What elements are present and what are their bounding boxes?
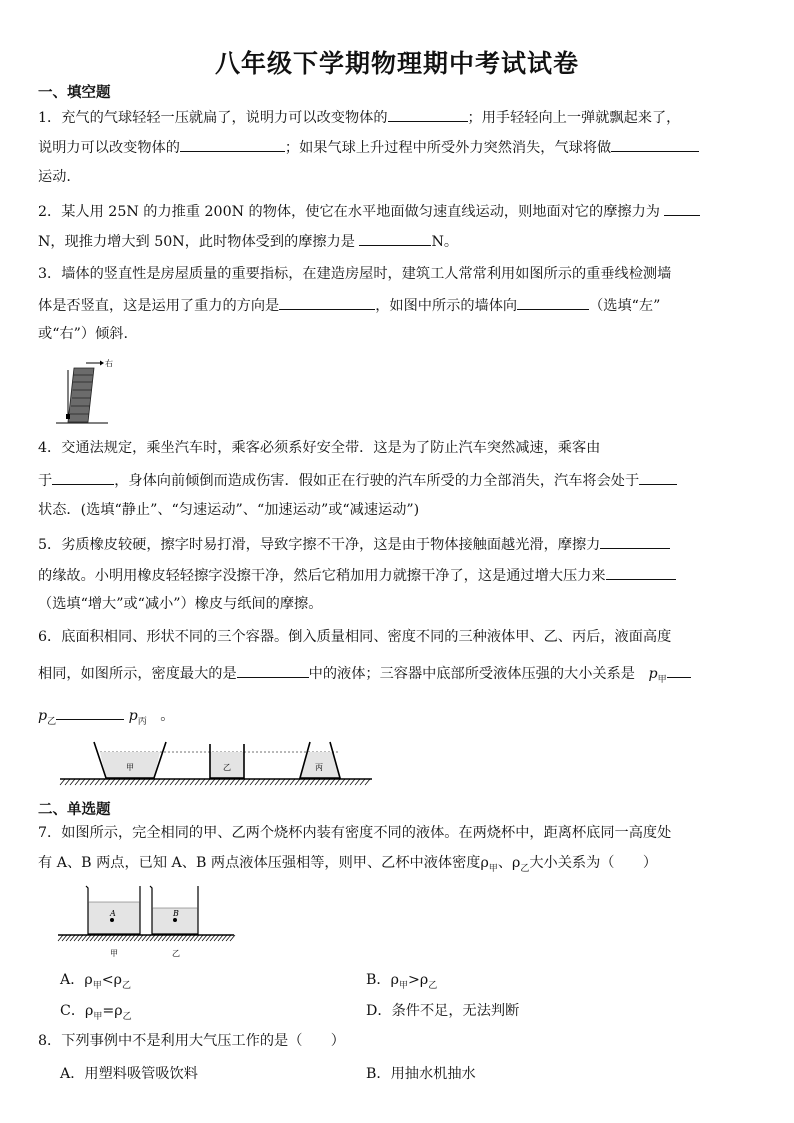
beaker-yi-label: 乙 bbox=[172, 949, 180, 958]
point-a-label: A bbox=[110, 909, 116, 918]
ground-hatch-mark bbox=[90, 779, 95, 785]
container-yi bbox=[210, 744, 244, 778]
q1-line3: 运动. bbox=[38, 169, 71, 185]
ground-hatch-mark bbox=[100, 779, 105, 785]
q6-line3: $p_乙$ $p_丙$ 。 bbox=[38, 704, 758, 732]
q7-option-b[interactable]: B．$\rho_甲>\rho_乙$ bbox=[366, 972, 438, 991]
q1-blank3[interactable] bbox=[611, 136, 699, 152]
ground-hatch-mark bbox=[74, 935, 79, 941]
container-jia bbox=[94, 742, 166, 778]
ground-hatch-mark bbox=[335, 779, 340, 785]
ground-hatch-mark bbox=[315, 779, 320, 785]
ground-hatch-mark bbox=[220, 779, 225, 785]
q4-blank1[interactable] bbox=[52, 469, 114, 485]
q5-blank2[interactable] bbox=[606, 564, 676, 580]
ground-hatch-mark bbox=[122, 935, 127, 941]
ground-hatch-mark bbox=[230, 779, 235, 785]
ground-hatch-mark bbox=[255, 779, 260, 785]
ground-hatch-mark bbox=[360, 779, 365, 785]
ground-hatch-mark bbox=[78, 935, 83, 941]
q7-option-c[interactable]: C．$\rho_甲=\rho_乙$ bbox=[60, 1003, 132, 1022]
container-bing-label: 丙 bbox=[315, 763, 323, 772]
ground-hatch-mark bbox=[126, 935, 131, 941]
ground-hatch-mark bbox=[265, 779, 270, 785]
ground-hatch-mark bbox=[90, 935, 95, 941]
ground-hatch-mark bbox=[230, 935, 235, 941]
q8-line1: 8．下列事例中不是利用大气压工作的是（ ） bbox=[38, 1033, 345, 1049]
ground-hatch-mark bbox=[345, 779, 350, 785]
ground-hatch-mark bbox=[158, 935, 163, 941]
ground-hatch-mark bbox=[240, 779, 245, 785]
ground-hatch-mark bbox=[186, 935, 191, 941]
ground-hatch-mark bbox=[95, 779, 100, 785]
q3-blank2[interactable] bbox=[517, 294, 589, 310]
ground-hatch-mark bbox=[190, 935, 195, 941]
ground-hatch-mark bbox=[162, 935, 167, 941]
q7-option-a[interactable]: A．$\rho_甲<\rho_乙$ bbox=[60, 972, 132, 991]
ground-hatch-mark bbox=[275, 779, 280, 785]
ground-hatch-mark bbox=[174, 935, 179, 941]
beaker-yi bbox=[150, 886, 198, 958]
q4-line2: 于 ，身体向前倾倒而造成伤害．假如正在行驶的汽车所受的力全部消失，汽车将会处于 bbox=[38, 469, 758, 491]
ground-hatch-mark bbox=[320, 779, 325, 785]
q5-line1: 5．劣质橡皮较硬，擦字时易打滑，导致字擦不干净，这是由于物体接触面越光滑，摩擦力 bbox=[38, 533, 758, 555]
ground-hatch-mark bbox=[210, 935, 215, 941]
ground-hatch-mark bbox=[85, 779, 90, 785]
container-yi-label: 乙 bbox=[223, 763, 231, 772]
ground-hatch-mark bbox=[295, 779, 300, 785]
ground-hatch-mark bbox=[180, 779, 185, 785]
ground-hatch-mark bbox=[170, 779, 175, 785]
ground-hatch-mark bbox=[70, 935, 75, 941]
ground-hatch-mark bbox=[300, 779, 305, 785]
point-b bbox=[173, 918, 177, 922]
ground-hatch-mark bbox=[134, 935, 139, 941]
ground-hatch-mark bbox=[58, 935, 63, 941]
ground-hatch-mark bbox=[166, 935, 171, 941]
ground-hatch-mark bbox=[225, 779, 230, 785]
ground-hatch-mark bbox=[190, 779, 195, 785]
ground-hatch-mark bbox=[185, 779, 190, 785]
ground-hatch-mark bbox=[110, 935, 115, 941]
q4-line1: 4．交通法规定，乘坐汽车时，乘客必须系好安全带．这是为了防止汽车突然减速，乘客由 bbox=[38, 440, 601, 456]
ground-hatch-mark bbox=[340, 779, 345, 785]
q2-blank2[interactable] bbox=[359, 230, 431, 246]
q6-blank2[interactable] bbox=[667, 662, 691, 678]
ground-hatch-mark bbox=[305, 779, 310, 785]
ground-hatch-mark bbox=[195, 779, 200, 785]
ground-hatch-mark bbox=[98, 935, 103, 941]
ground-hatch-mark bbox=[105, 779, 110, 785]
ground-hatch-mark bbox=[130, 935, 135, 941]
ground-hatch-mark bbox=[178, 935, 183, 941]
point-a bbox=[110, 918, 114, 922]
q7-option-d[interactable]: D．条件不足，无法判断 bbox=[366, 1003, 520, 1019]
ground-hatch-mark bbox=[214, 935, 219, 941]
ground-hatch-mark bbox=[205, 779, 210, 785]
ground-hatch-mark bbox=[226, 935, 231, 941]
ground-hatch-mark bbox=[290, 779, 295, 785]
point-b-label: B bbox=[173, 909, 179, 918]
ground-hatch-mark bbox=[175, 779, 180, 785]
ground-hatch-mark bbox=[260, 779, 265, 785]
ground-hatch-mark bbox=[75, 779, 80, 785]
ground-hatch-mark bbox=[82, 935, 87, 941]
q7-line1: 7．如图所示，完全相同的甲、乙两个烧杯内装有密度不同的液体。在两烧杯中，距离杯底同一高度处 bbox=[38, 825, 672, 841]
q2-line1: 2．某人用 25N 的力推重 200N 的物体，使它在水平地面做匀速直线运动，则地面对它的摩擦力为 bbox=[38, 200, 758, 222]
wall-plumb-figure bbox=[56, 354, 116, 426]
q6-line2: 相同，如图所示，密度最大的是 中的液体；三容器中底部所受液体压强的大小关系是 $p_甲$ bbox=[38, 662, 758, 690]
q1-blank2[interactable] bbox=[180, 136, 285, 152]
plumb-bob bbox=[66, 414, 70, 419]
ground-hatch-mark bbox=[94, 935, 99, 941]
ground-hatch-mark bbox=[130, 779, 135, 785]
ground-hatch-mark bbox=[150, 935, 155, 941]
ground-hatch-mark bbox=[355, 779, 360, 785]
q3-line2: 体是否竖直，这是运用了重力的方向是 ，如图中所示的墙体向 （选填“左” bbox=[38, 294, 758, 316]
ground-hatch-mark bbox=[330, 779, 335, 785]
ground-hatch-mark bbox=[350, 779, 355, 785]
direction-label: 右 bbox=[105, 359, 113, 368]
ground-hatch-mark bbox=[200, 779, 205, 785]
brick-wall bbox=[68, 368, 94, 422]
ground-hatch-mark bbox=[206, 935, 211, 941]
ground-hatch-mark bbox=[114, 935, 119, 941]
ground-hatch-mark bbox=[140, 779, 145, 785]
q2-line2: N，现推力增大到 50N，此时物体受到的摩擦力是 N。 bbox=[38, 230, 758, 252]
ground-hatch-mark bbox=[245, 779, 250, 785]
container-jia-label: 甲 bbox=[126, 763, 134, 772]
q3-line3: 或“右”）倾斜. bbox=[38, 326, 128, 342]
ground-hatch-mark bbox=[222, 935, 227, 941]
q5-line2: 的缘故。小明用橡皮轻轻擦字没擦干净，然后它稍加用力就擦干净了，这是通过增大压力来 bbox=[38, 564, 758, 586]
q4-blank2[interactable] bbox=[639, 469, 677, 485]
ground-hatch-mark bbox=[125, 779, 130, 785]
beaker-jia-label: 甲 bbox=[110, 949, 118, 958]
section-single-heading: 二、单选题 bbox=[38, 802, 111, 818]
ground-hatch-mark bbox=[120, 779, 125, 785]
ground-hatch-mark bbox=[365, 779, 370, 785]
ground-hatch-mark bbox=[325, 779, 330, 785]
ground-hatch-mark bbox=[70, 779, 75, 785]
ground-hatch-mark bbox=[165, 779, 170, 785]
container-bing bbox=[300, 742, 340, 778]
ground-hatch-mark bbox=[150, 779, 155, 785]
q2-blank1[interactable] bbox=[664, 200, 700, 216]
q1-blank1[interactable] bbox=[388, 106, 468, 122]
ground-hatch-mark bbox=[210, 779, 215, 785]
ground-hatch-mark bbox=[86, 935, 91, 941]
ground-hatch-mark bbox=[142, 935, 147, 941]
ground-hatch-mark bbox=[202, 935, 207, 941]
q7-line2: 有 A、B 两点，已知 A、B 两点液体压强相等，则甲、乙杯中液体密度$\rho_甲$、$\rho_乙$大小关系为（ ） bbox=[38, 855, 658, 874]
q5-line3: （选填“增大”或“减小”）橡皮与纸间的摩擦。 bbox=[38, 596, 323, 612]
ground-hatch-mark bbox=[60, 779, 65, 785]
three-containers-figure bbox=[60, 740, 372, 786]
ground-hatch-mark bbox=[115, 779, 120, 785]
ground-hatch-mark bbox=[155, 779, 160, 785]
ground-hatch-mark bbox=[250, 779, 255, 785]
ground-hatch-mark bbox=[146, 935, 151, 941]
ground-hatch-mark bbox=[62, 935, 67, 941]
ground-hatch-mark bbox=[218, 935, 223, 941]
q6-line1: 6．底面积相同、形状不同的三个容器。倒入质量相同、密度不同的三种液体甲、乙、丙后，液面高度 bbox=[38, 629, 672, 645]
ground-hatch-mark bbox=[270, 779, 275, 785]
section-fill-heading: 一、填空题 bbox=[38, 85, 111, 101]
ground-hatch-mark bbox=[65, 779, 70, 785]
q3-blank1[interactable] bbox=[279, 294, 375, 310]
ground-hatch-mark bbox=[194, 935, 199, 941]
q6-blank1[interactable] bbox=[237, 662, 309, 678]
q8-option-b[interactable]: B．用抽水机抽水 bbox=[366, 1066, 476, 1082]
ground-hatch-mark bbox=[198, 935, 203, 941]
q1-line1: 1．充气的气球轻轻一压就扁了，说明力可以改变物体的 ；用手轻轻向上一弹就飘起来了， bbox=[38, 106, 758, 128]
page-title: 八年级下学期物理期中考试试卷 bbox=[214, 49, 579, 78]
two-beakers-figure bbox=[58, 884, 238, 960]
q8-option-a[interactable]: A．用塑料吸管吸饮料 bbox=[60, 1066, 198, 1082]
ground-hatch-mark bbox=[135, 779, 140, 785]
ground-hatch-mark bbox=[160, 779, 165, 785]
ground-hatch-mark bbox=[118, 935, 123, 941]
ground-hatch-mark bbox=[110, 779, 115, 785]
ground-hatch-mark bbox=[106, 935, 111, 941]
ground-hatch-mark bbox=[285, 779, 290, 785]
ground-hatch-mark bbox=[80, 779, 85, 785]
ground-hatch-mark bbox=[280, 779, 285, 785]
q1-line2: 说明力可以改变物体的 ；如果气球上升过程中所受外力突然消失，气球将做 bbox=[38, 136, 758, 158]
q4-line3: 状态．(选填“静止”、“匀速运动”、“加速运动”或“减速运动”) bbox=[38, 502, 420, 518]
ground-hatch-mark bbox=[235, 779, 240, 785]
ground-hatch-mark bbox=[66, 935, 71, 941]
q6-blank3[interactable] bbox=[56, 704, 124, 720]
ground-hatch-mark bbox=[154, 935, 159, 941]
beaker-jia bbox=[86, 886, 140, 958]
q3-line1: 3．墙体的竖直性是房屋质量的重要指标，在建造房屋时，建筑工人常常利用如图所示的重垂线检测墙 bbox=[38, 266, 672, 282]
ground-hatch-mark bbox=[138, 935, 143, 941]
ground-hatch-mark bbox=[170, 935, 175, 941]
ground-hatch-mark bbox=[102, 935, 107, 941]
ground-hatch-mark bbox=[182, 935, 187, 941]
ground-hatch-mark bbox=[310, 779, 315, 785]
q5-blank1[interactable] bbox=[600, 533, 670, 549]
ground-hatch-mark bbox=[145, 779, 150, 785]
ground-hatch-mark bbox=[215, 779, 220, 785]
